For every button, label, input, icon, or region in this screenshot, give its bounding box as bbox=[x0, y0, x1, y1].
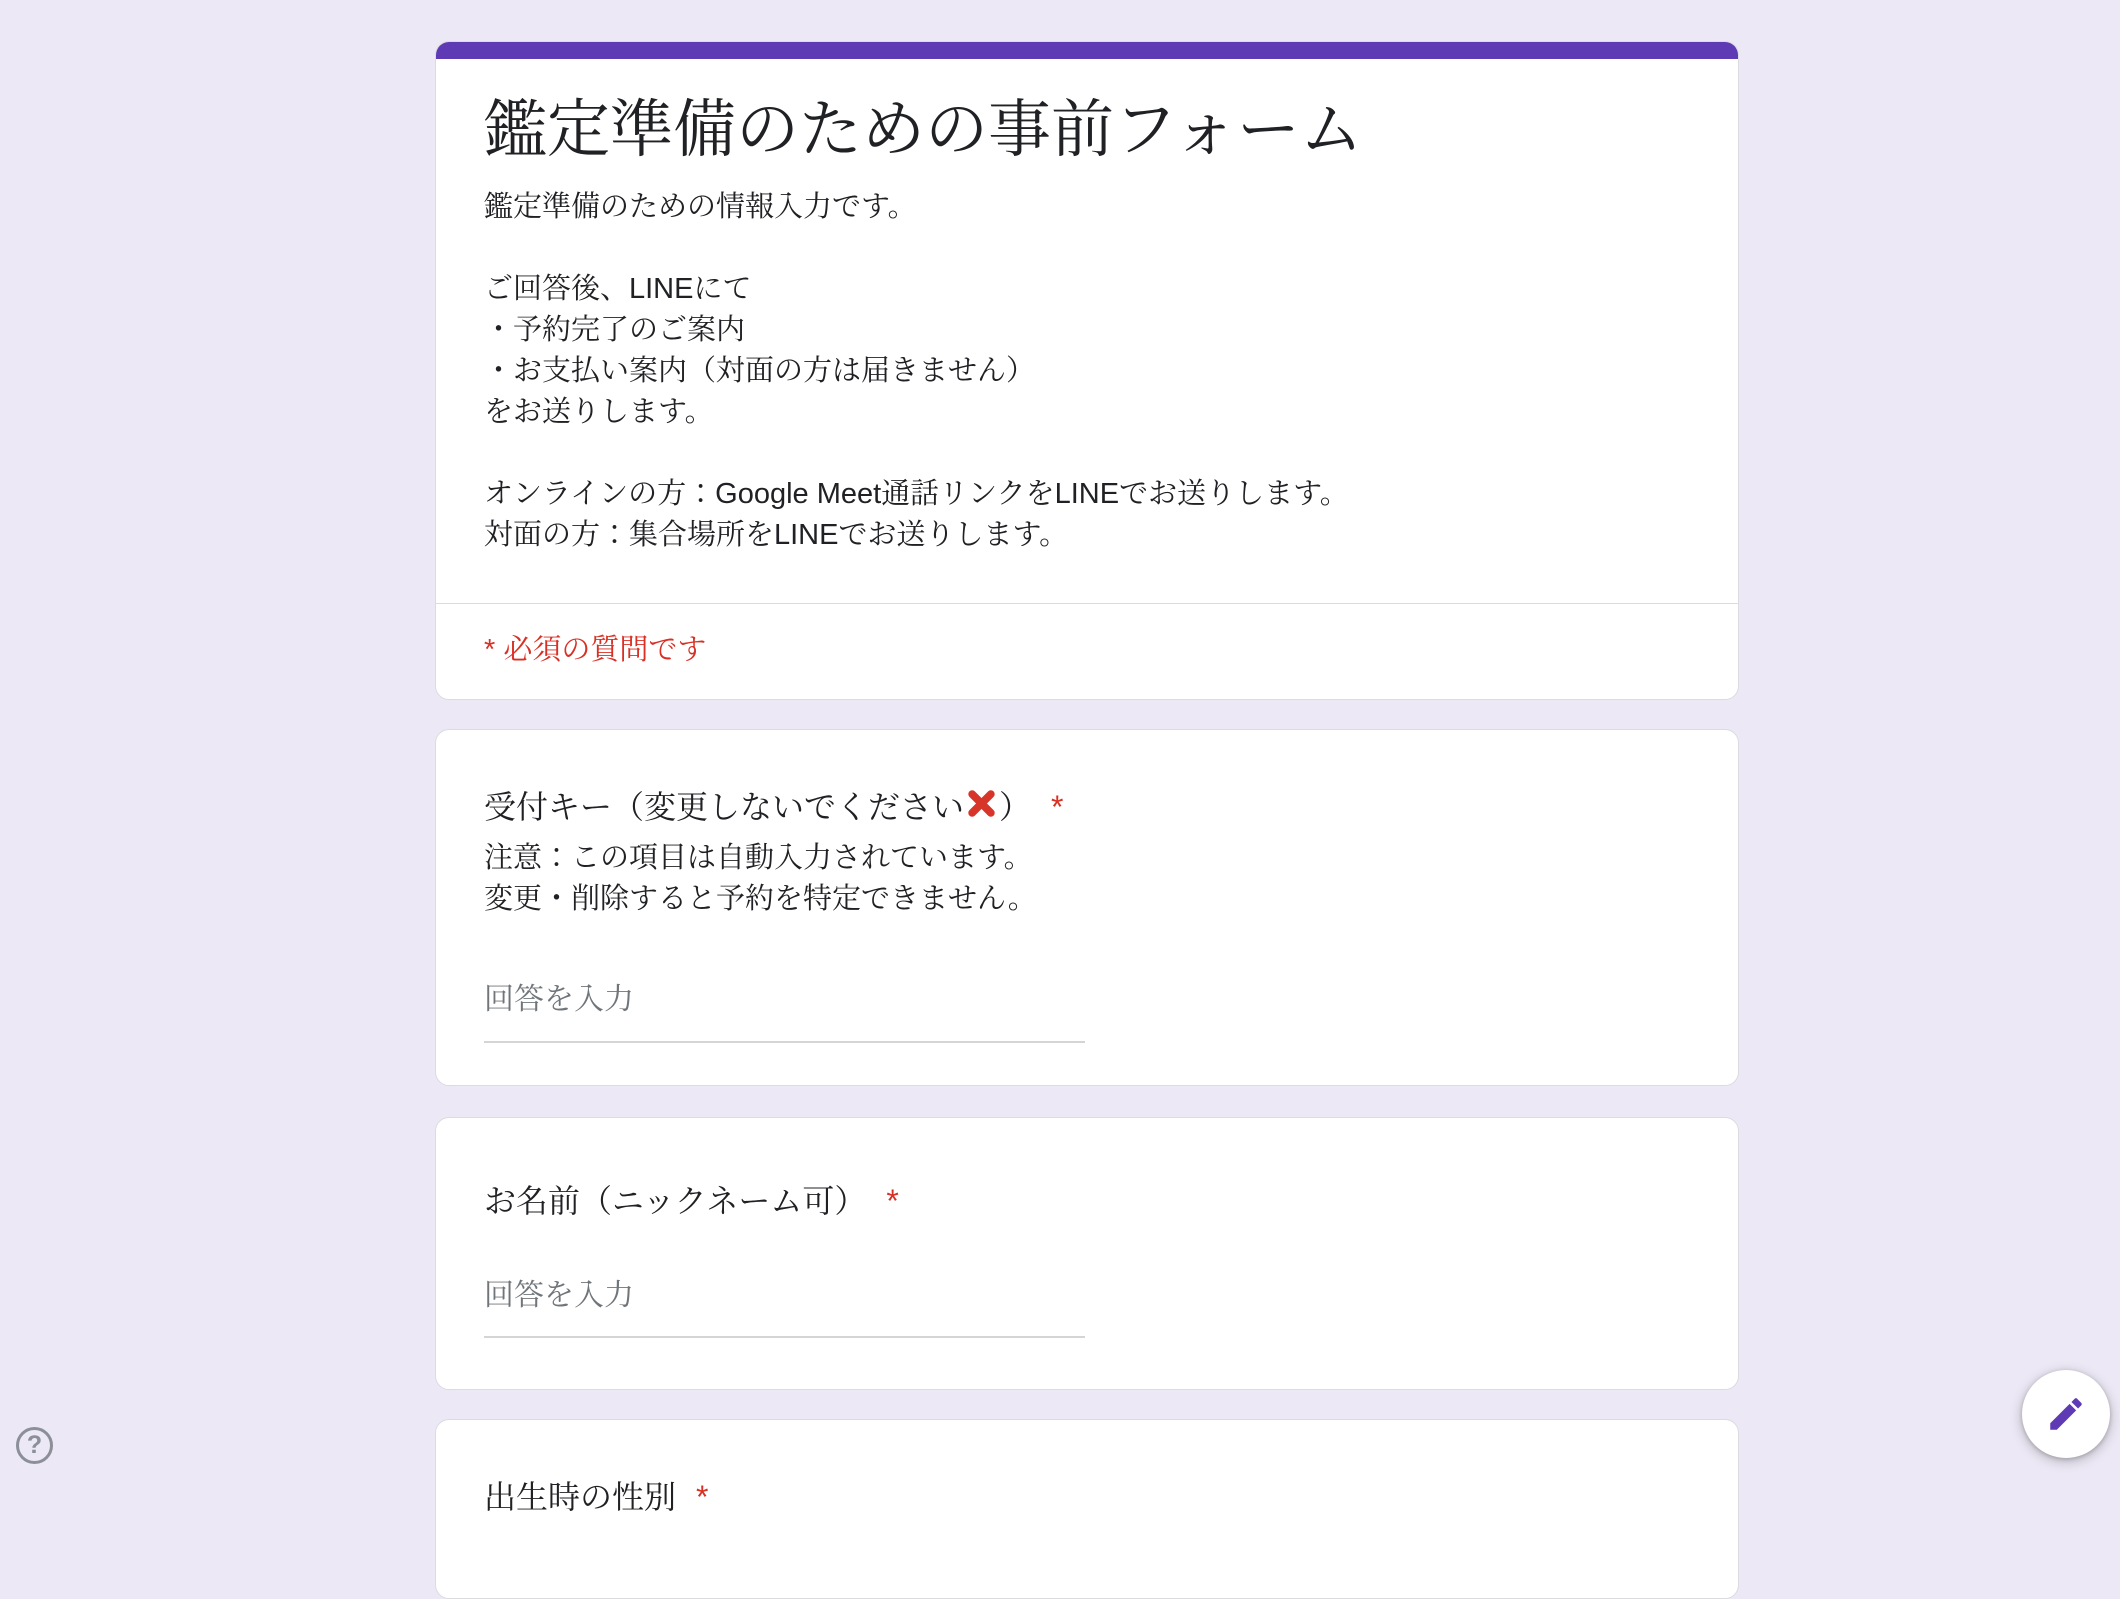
text-line: 鑑定準備のための情報入力です。 bbox=[484, 191, 917, 223]
name-input[interactable] bbox=[484, 1278, 1085, 1338]
question-title-text: お名前（ニックネーム可） bbox=[484, 1183, 867, 1219]
question-card-name bbox=[435, 1117, 1739, 1390]
form-description bbox=[484, 187, 1690, 556]
pencil-icon bbox=[2045, 1393, 2087, 1435]
question-title bbox=[484, 1420, 1690, 1520]
form-accent-bar bbox=[435, 41, 1739, 59]
text-line: 変更・削除すると予約を特定できません。 bbox=[484, 883, 1037, 915]
question-note bbox=[484, 838, 1690, 920]
question-title bbox=[484, 1118, 1690, 1224]
cross-mark-icon bbox=[965, 786, 998, 832]
required-asterisk: * bbox=[696, 1479, 709, 1515]
form-column bbox=[435, 41, 1739, 1599]
required-asterisk: * bbox=[1051, 789, 1064, 825]
question-card-sex-at-birth bbox=[435, 1419, 1739, 1599]
edit-form-button[interactable] bbox=[2022, 1370, 2110, 1458]
text-line: ご回答後、LINEにて bbox=[484, 273, 752, 305]
required-asterisk: * bbox=[886, 1183, 899, 1219]
text-line: ・予約完了のご案内 bbox=[484, 314, 746, 346]
question-title-text: 出生時の性別 bbox=[484, 1479, 677, 1515]
question-title-text: 受付キー（変更しないでください bbox=[484, 789, 965, 825]
question-title bbox=[484, 730, 1690, 830]
text-line: オンラインの方：Google Meet通話リンクをLINEでお送りします。 bbox=[484, 478, 1349, 510]
text-line: をお送りします。 bbox=[484, 396, 714, 428]
form-title: 鑑定準備のための事前フォーム bbox=[484, 95, 1363, 165]
text-line: ・お支払い案内（対面の方は届きません） bbox=[484, 355, 1036, 387]
header-divider bbox=[436, 603, 1738, 604]
help-icon[interactable]: ? bbox=[16, 1427, 53, 1464]
question-title-closing: ） bbox=[999, 789, 1032, 825]
text-line bbox=[484, 228, 1690, 269]
text-line: 対面の方：集合場所をLINEでお送りします。 bbox=[484, 519, 1069, 551]
form-header-card bbox=[435, 41, 1739, 700]
text-line bbox=[484, 433, 1690, 474]
reception-key-input[interactable] bbox=[484, 982, 1085, 1043]
text-line: 注意：この項目は自動入力されています。 bbox=[484, 842, 1033, 874]
required-questions-notice: * 必須の質問です bbox=[484, 634, 707, 666]
question-card-reception-key bbox=[435, 729, 1739, 1086]
